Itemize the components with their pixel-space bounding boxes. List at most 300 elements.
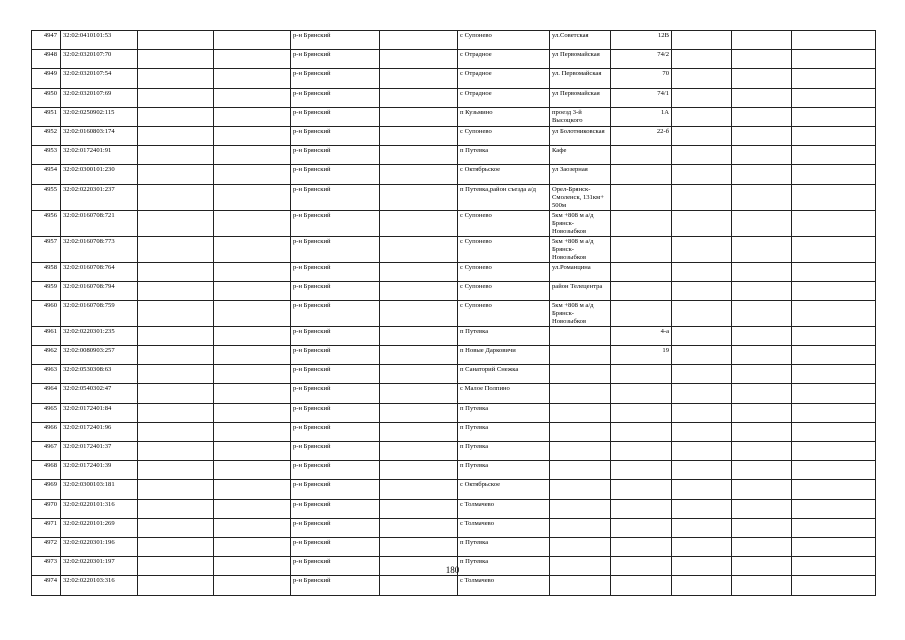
empty-cell (732, 31, 792, 50)
locality-cell: с Октябрьское (458, 165, 550, 184)
street-cell (550, 326, 611, 345)
locality-cell: с Отрадное (458, 88, 550, 107)
district-cell: р-н Брянский (291, 384, 380, 403)
empty-cell (214, 281, 291, 300)
district-cell: р-н Брянский (291, 557, 380, 576)
empty-cell (380, 365, 458, 384)
house-number-cell: 1А (611, 107, 672, 126)
district-cell: р-н Брянский (291, 126, 380, 145)
empty-cell (672, 236, 732, 262)
district-cell: р-н Брянский (291, 69, 380, 88)
house-number-cell: 22-б (611, 126, 672, 145)
empty-cell (672, 499, 732, 518)
empty-cell (380, 165, 458, 184)
empty-cell (792, 126, 876, 145)
cadastral-number-cell: 32:02:0172401:96 (61, 422, 138, 441)
empty-cell (380, 346, 458, 365)
empty-cell (138, 537, 214, 556)
empty-cell (380, 422, 458, 441)
table-row (32, 576, 876, 595)
table-row (32, 480, 876, 499)
district-cell: р-н Брянский (291, 326, 380, 345)
empty-cell (214, 210, 291, 236)
street-cell: Орел-Брянск-Смоленск, 131км+ 500м (550, 184, 611, 210)
empty-cell (214, 126, 291, 145)
cadastral-number-cell: 32:02:0540302:47 (61, 384, 138, 403)
street-cell: 5км +808 м а/д Брянск-Новозыбков (550, 300, 611, 326)
locality-cell: п Путевка (458, 403, 550, 422)
empty-cell (732, 210, 792, 236)
register-rows (32, 31, 876, 596)
house-number-cell (611, 518, 672, 537)
table-row (32, 88, 876, 107)
table-row (32, 281, 876, 300)
empty-cell (732, 576, 792, 595)
empty-cell (792, 403, 876, 422)
house-number-cell: 4-а (611, 326, 672, 345)
empty-cell (672, 403, 732, 422)
empty-cell (214, 31, 291, 50)
district-cell: р-н Брянский (291, 442, 380, 461)
district-cell: р-н Брянский (291, 518, 380, 537)
cadastral-number-cell: 32:02:0530308:63 (61, 365, 138, 384)
district-cell: р-н Брянский (291, 88, 380, 107)
page-number: 180 (445, 565, 460, 575)
empty-cell (732, 537, 792, 556)
empty-cell (732, 346, 792, 365)
empty-cell (214, 50, 291, 69)
district-cell: р-н Брянский (291, 236, 380, 262)
empty-cell (138, 461, 214, 480)
row-number-cell: 4956 (32, 210, 61, 236)
empty-cell (380, 146, 458, 165)
row-number-cell: 4952 (32, 126, 61, 145)
empty-cell (214, 326, 291, 345)
row-number-cell: 4954 (32, 165, 61, 184)
empty-cell (380, 262, 458, 281)
row-number-cell: 4959 (32, 281, 61, 300)
table-row (32, 50, 876, 69)
row-number-cell: 4951 (32, 107, 61, 126)
empty-cell (138, 403, 214, 422)
empty-cell (672, 537, 732, 556)
row-number-cell: 4960 (32, 300, 61, 326)
empty-cell (792, 184, 876, 210)
empty-cell (672, 126, 732, 145)
table-row (32, 346, 876, 365)
locality-cell: с Толмачево (458, 499, 550, 518)
empty-cell (214, 262, 291, 281)
empty-cell (214, 422, 291, 441)
empty-cell (672, 210, 732, 236)
locality-cell: с Супонево (458, 126, 550, 145)
street-cell (550, 537, 611, 556)
empty-cell (672, 31, 732, 50)
row-number-cell: 4967 (32, 442, 61, 461)
table-row (32, 384, 876, 403)
empty-cell (672, 442, 732, 461)
empty-cell (380, 384, 458, 403)
district-cell: р-н Брянский (291, 422, 380, 441)
empty-cell (138, 422, 214, 441)
row-number-cell: 4957 (32, 236, 61, 262)
empty-cell (672, 384, 732, 403)
empty-cell (380, 50, 458, 69)
cadastral-number-cell: 32:02:0220101:316 (61, 499, 138, 518)
empty-cell (792, 326, 876, 345)
street-cell: ул Болотниковская (550, 126, 611, 145)
empty-cell (380, 126, 458, 145)
empty-cell (380, 326, 458, 345)
district-cell: р-н Брянский (291, 165, 380, 184)
empty-cell (672, 461, 732, 480)
empty-cell (138, 518, 214, 537)
empty-cell (672, 480, 732, 499)
empty-cell (214, 146, 291, 165)
street-cell: 5км +808 м а/д Брянск-Новозыбков (550, 236, 611, 262)
empty-cell (138, 262, 214, 281)
street-cell: район Телецентра (550, 281, 611, 300)
empty-cell (792, 31, 876, 50)
locality-cell: п Путевка (458, 326, 550, 345)
district-cell: р-н Брянский (291, 146, 380, 165)
cadastral-number-cell: 32:02:0220103:316 (61, 576, 138, 595)
table-row (32, 184, 876, 210)
row-number-cell: 4963 (32, 365, 61, 384)
register-table (31, 30, 876, 596)
district-cell: р-н Брянский (291, 262, 380, 281)
row-number-cell: 4949 (32, 69, 61, 88)
empty-cell (214, 300, 291, 326)
locality-cell: п Санаторий Снежка (458, 365, 550, 384)
cadastral-number-cell: 32:02:0220301:197 (61, 557, 138, 576)
empty-cell (138, 480, 214, 499)
empty-cell (792, 480, 876, 499)
table-row (32, 422, 876, 441)
empty-cell (138, 346, 214, 365)
cadastral-number-cell: 32:02:0160708:794 (61, 281, 138, 300)
empty-cell (732, 480, 792, 499)
house-number-cell (611, 365, 672, 384)
empty-cell (792, 262, 876, 281)
street-cell: ул Первомайская (550, 88, 611, 107)
locality-cell: с Отрадное (458, 69, 550, 88)
house-number-cell (611, 281, 672, 300)
empty-cell (792, 146, 876, 165)
row-number-cell: 4965 (32, 403, 61, 422)
empty-cell (380, 236, 458, 262)
empty-cell (380, 300, 458, 326)
empty-cell (214, 384, 291, 403)
empty-cell (214, 69, 291, 88)
district-cell: р-н Брянский (291, 107, 380, 126)
empty-cell (380, 281, 458, 300)
empty-cell (672, 184, 732, 210)
table-row (32, 300, 876, 326)
empty-cell (138, 384, 214, 403)
street-cell: ул Первомайская (550, 50, 611, 69)
empty-cell (214, 365, 291, 384)
empty-cell (672, 281, 732, 300)
empty-cell (672, 576, 732, 595)
cadastral-number-cell: 32:02:0320107:70 (61, 50, 138, 69)
empty-cell (138, 281, 214, 300)
empty-cell (792, 384, 876, 403)
locality-cell: с Толмачево (458, 518, 550, 537)
table-row (32, 442, 876, 461)
locality-cell: с Супонево (458, 262, 550, 281)
cadastral-number-cell: 32:02:0172401:39 (61, 461, 138, 480)
empty-cell (672, 326, 732, 345)
empty-cell (672, 365, 732, 384)
row-number-cell: 4972 (32, 537, 61, 556)
empty-cell (672, 146, 732, 165)
cadastral-number-cell: 32:02:0172401:91 (61, 146, 138, 165)
empty-cell (214, 537, 291, 556)
empty-cell (138, 499, 214, 518)
empty-cell (380, 442, 458, 461)
street-cell: 5км +808 м а/д Брянск-Новозыбков (550, 210, 611, 236)
house-number-cell: 74/2 (611, 50, 672, 69)
empty-cell (732, 184, 792, 210)
cadastral-number-cell: 32:02:0080903:257 (61, 346, 138, 365)
cadastral-number-cell: 32:02:0160708:773 (61, 236, 138, 262)
empty-cell (138, 236, 214, 262)
empty-cell (732, 300, 792, 326)
empty-cell (672, 50, 732, 69)
empty-cell (732, 442, 792, 461)
row-number-cell: 4966 (32, 422, 61, 441)
cadastral-number-cell: 32:02:0410101:53 (61, 31, 138, 50)
table-row (32, 262, 876, 281)
locality-cell: п Путевка (458, 461, 550, 480)
district-cell: р-н Брянский (291, 461, 380, 480)
empty-cell (138, 326, 214, 345)
row-number-cell: 4970 (32, 499, 61, 518)
empty-cell (792, 518, 876, 537)
district-cell: р-н Брянский (291, 480, 380, 499)
empty-cell (792, 499, 876, 518)
cadastral-number-cell: 32:02:0220101:269 (61, 518, 138, 537)
table-row (32, 107, 876, 126)
locality-cell: с Супонево (458, 31, 550, 50)
empty-cell (380, 210, 458, 236)
empty-cell (732, 88, 792, 107)
house-number-cell (611, 300, 672, 326)
district-cell: р-н Брянский (291, 50, 380, 69)
locality-cell: с Толмачево (458, 576, 550, 595)
cadastral-number-cell: 32:02:0300103:181 (61, 480, 138, 499)
house-number-cell (611, 461, 672, 480)
cadastral-number-cell: 32:02:0250902:115 (61, 107, 138, 126)
street-cell: Кафе (550, 146, 611, 165)
row-number-cell: 4950 (32, 88, 61, 107)
empty-cell (214, 518, 291, 537)
cadastral-number-cell: 32:02:0320107:54 (61, 69, 138, 88)
empty-cell (732, 499, 792, 518)
locality-cell: с Малое Полпино (458, 384, 550, 403)
empty-cell (138, 300, 214, 326)
locality-cell: п Путевка (458, 422, 550, 441)
empty-cell (380, 499, 458, 518)
empty-cell (380, 403, 458, 422)
empty-cell (380, 88, 458, 107)
empty-cell (672, 518, 732, 537)
house-number-cell (611, 146, 672, 165)
locality-cell: п Новые Дарковичи (458, 346, 550, 365)
empty-cell (138, 69, 214, 88)
house-number-cell (611, 537, 672, 556)
house-number-cell (611, 384, 672, 403)
empty-cell (672, 69, 732, 88)
empty-cell (732, 107, 792, 126)
empty-cell (672, 107, 732, 126)
empty-cell (380, 107, 458, 126)
table-row (32, 537, 876, 556)
row-number-cell: 4974 (32, 576, 61, 595)
empty-cell (792, 576, 876, 595)
empty-cell (792, 236, 876, 262)
empty-cell (138, 210, 214, 236)
empty-cell (214, 499, 291, 518)
empty-cell (380, 69, 458, 88)
empty-cell (792, 210, 876, 236)
house-number-cell (611, 576, 672, 595)
empty-cell (380, 31, 458, 50)
row-number-cell: 4953 (32, 146, 61, 165)
house-number-cell: 74/1 (611, 88, 672, 107)
street-cell (550, 442, 611, 461)
table-row (32, 326, 876, 345)
row-number-cell: 4961 (32, 326, 61, 345)
district-cell: р-н Брянский (291, 300, 380, 326)
empty-cell (214, 88, 291, 107)
empty-cell (732, 384, 792, 403)
empty-cell (214, 184, 291, 210)
district-cell: р-н Брянский (291, 281, 380, 300)
house-number-cell: 12В (611, 31, 672, 50)
district-cell: р-н Брянский (291, 499, 380, 518)
empty-cell (792, 346, 876, 365)
locality-cell: п Путевка (458, 146, 550, 165)
empty-cell (792, 165, 876, 184)
empty-cell (792, 537, 876, 556)
locality-cell: с Супонево (458, 281, 550, 300)
empty-cell (732, 126, 792, 145)
empty-cell (732, 165, 792, 184)
empty-cell (792, 50, 876, 69)
cadastral-number-cell: 32:02:0172401:37 (61, 442, 138, 461)
empty-cell (792, 442, 876, 461)
empty-cell (732, 326, 792, 345)
house-number-cell (611, 210, 672, 236)
house-number-cell (611, 184, 672, 210)
street-cell: ул Заозерная (550, 165, 611, 184)
table-row (32, 499, 876, 518)
cadastral-number-cell: 32:02:0300101:230 (61, 165, 138, 184)
row-number-cell: 4964 (32, 384, 61, 403)
empty-cell (732, 50, 792, 69)
empty-cell (792, 300, 876, 326)
table-row (32, 31, 876, 50)
empty-cell (214, 576, 291, 595)
locality-cell: п Путевка (458, 557, 550, 576)
house-number-cell: 19 (611, 346, 672, 365)
street-cell (550, 422, 611, 441)
empty-cell (732, 403, 792, 422)
table-row (32, 146, 876, 165)
empty-cell (380, 480, 458, 499)
row-number-cell: 4968 (32, 461, 61, 480)
locality-cell: с Супонево (458, 300, 550, 326)
district-cell: р-н Брянский (291, 365, 380, 384)
table-row (32, 69, 876, 88)
empty-cell (732, 518, 792, 537)
empty-cell (792, 88, 876, 107)
locality-cell: п Кузьмино (458, 107, 550, 126)
empty-cell (672, 262, 732, 281)
table-row (32, 518, 876, 537)
table-row (32, 365, 876, 384)
locality-cell: с Супонево (458, 236, 550, 262)
district-cell: р-н Брянский (291, 346, 380, 365)
empty-cell (138, 576, 214, 595)
empty-cell (672, 88, 732, 107)
empty-cell (792, 461, 876, 480)
cadastral-number-cell: 32:02:0172401:84 (61, 403, 138, 422)
empty-cell (138, 88, 214, 107)
empty-cell (138, 165, 214, 184)
table-row (32, 210, 876, 236)
district-cell: р-н Брянский (291, 537, 380, 556)
empty-cell (732, 236, 792, 262)
cadastral-number-cell: 32:02:0220301:196 (61, 537, 138, 556)
locality-cell: с Отрадное (458, 50, 550, 69)
locality-cell: п Путевка,район съезда а/д (458, 184, 550, 210)
house-number-cell (611, 442, 672, 461)
empty-cell (138, 50, 214, 69)
empty-cell (138, 184, 214, 210)
row-number-cell: 4969 (32, 480, 61, 499)
house-number-cell (611, 499, 672, 518)
empty-cell (214, 236, 291, 262)
table-row (32, 236, 876, 262)
empty-cell (732, 365, 792, 384)
cadastral-number-cell: 32:02:0320107:69 (61, 88, 138, 107)
table-row (32, 461, 876, 480)
street-cell (550, 576, 611, 595)
locality-cell: п Путевка (458, 537, 550, 556)
table-row (32, 126, 876, 145)
empty-cell (380, 461, 458, 480)
empty-cell (214, 107, 291, 126)
street-cell: проезд 3-й Высоцкого (550, 107, 611, 126)
house-number-cell (611, 165, 672, 184)
empty-cell (214, 403, 291, 422)
empty-cell (214, 165, 291, 184)
empty-cell (138, 442, 214, 461)
district-cell: р-н Брянский (291, 576, 380, 595)
cadastral-number-cell: 32:02:0160708:759 (61, 300, 138, 326)
street-cell: ул.Романцина (550, 262, 611, 281)
empty-cell (792, 422, 876, 441)
house-number-cell (611, 236, 672, 262)
empty-cell (138, 107, 214, 126)
row-number-cell: 4948 (32, 50, 61, 69)
empty-cell (792, 365, 876, 384)
empty-cell (672, 346, 732, 365)
locality-cell: п Путевка (458, 442, 550, 461)
